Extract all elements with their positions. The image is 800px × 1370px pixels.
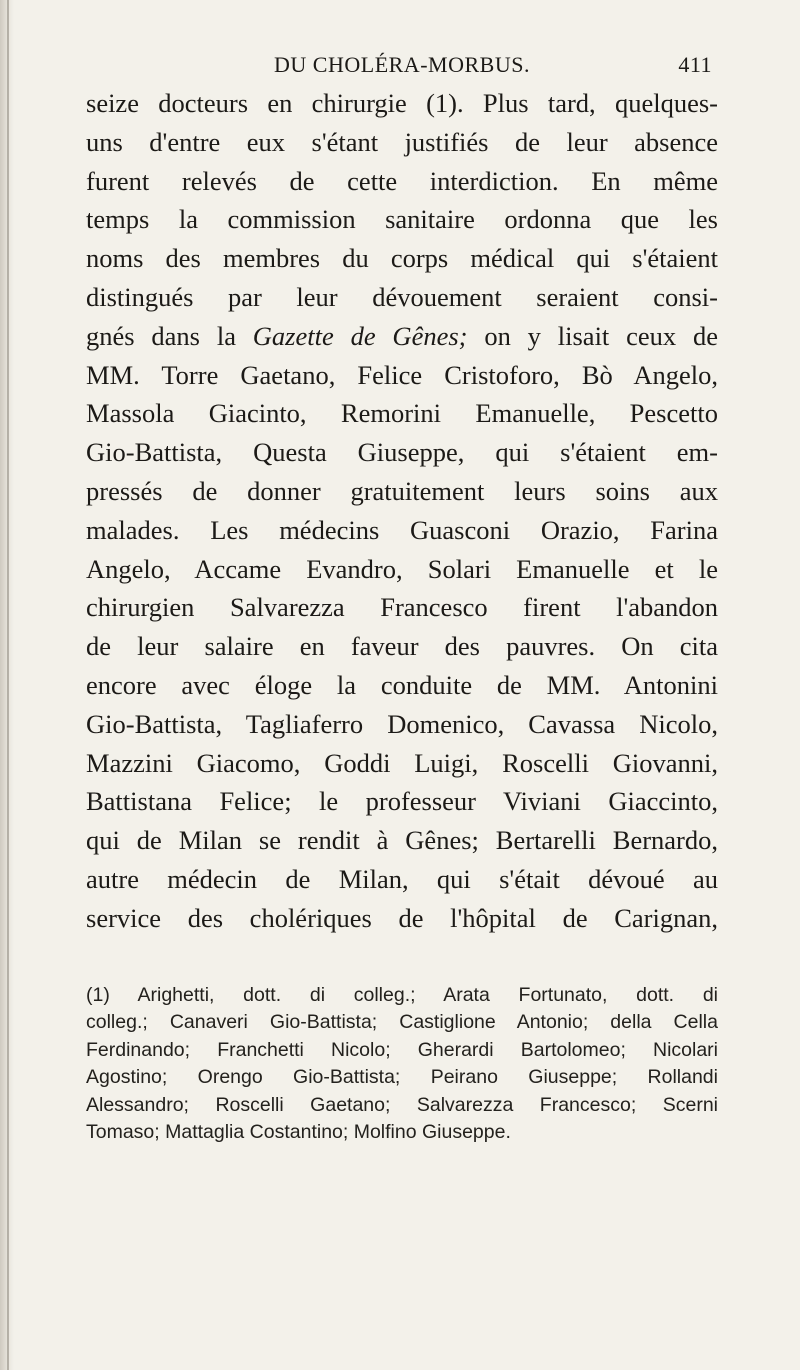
footnote: [86, 982, 718, 1147]
footnote-line: Alessandro; Roscelli Gaetano; Salvarezza Francesco; Scerni: [86, 1093, 718, 1116]
body-paragraph: [86, 84, 718, 938]
body-line: pressés de donner gratuitement leurs soins aux: [86, 475, 718, 506]
footnote-line: colleg.; Canaveri Gio-Battista; Castiglione Antonio; della Cella: [86, 1011, 718, 1034]
body-line: Massola Giacinto, Remorini Emanuelle, Pescetto: [86, 398, 718, 429]
running-head: [86, 50, 718, 84]
body-line-end: on y lisait ceux de: [484, 320, 719, 351]
footnote-line: Ferdinando; Franchetti Nicolo; Gherardi Bartolomeo; Nicolari: [86, 1038, 718, 1061]
body-line: de leur salaire en faveur des pauvres. On cita: [86, 631, 718, 662]
body-line: furent relevés de cette interdiction. En même: [86, 165, 718, 196]
body-line: encore avec éloge la conduite de MM. Antonini: [86, 669, 718, 700]
body-line-with-italic: [86, 317, 718, 356]
body-line: temps la commission sanitaire ordonna que les: [86, 204, 718, 235]
body-line: Mazzini Giacomo, Goddi Luigi, Roscelli Giovanni,: [86, 747, 718, 778]
body-line: seize docteurs en chirurgie (1). Plus tard, quelques-: [86, 88, 718, 118]
footnote-line: (1) Arighetti, dott. di colleg.; Arata Fortunato, dott. di: [86, 983, 718, 1006]
body-line: service des cholériques de l'hôpital de Carignan,: [86, 902, 718, 933]
body-line: qui de Milan se rendit à Gênes; Bertarelli Bernardo,: [86, 825, 718, 856]
body-line-start: gnés dans la: [86, 320, 236, 351]
body-line: autre médecin de Milan, qui s'était dévoué au: [86, 863, 718, 894]
body-line: uns d'entre eux s'étant justifiés de leur absence: [86, 126, 718, 157]
body-line: MM. Torre Gaetano, Felice Cristoforo, Bò Angelo,: [86, 359, 718, 390]
body-line: Gio-Battista, Questa Giuseppe, qui s'étaient em-: [86, 437, 718, 468]
running-title: DU CHOLÉRA-MORBUS.: [274, 52, 530, 77]
body-line: noms des membres du corps médical qui s'étaient: [86, 243, 718, 274]
body-line: chirurgien Salvarezza Francesco firent l'abandon: [86, 592, 718, 623]
page-number: 411: [678, 52, 712, 77]
footnote-line: Tomaso; Mattaglia Costantino; Molfino Giuseppe.: [86, 1121, 511, 1144]
body-line: Angelo, Accame Evandro, Solari Emanuelle et le: [86, 553, 718, 584]
body-line: malades. Les médecins Guasconi Orazio, Farina: [86, 514, 718, 545]
body-line: Gio-Battista, Tagliaferro Domenico, Cavassa Nicolo,: [86, 708, 718, 739]
gazette-title: Gazette de Gênes;: [252, 320, 468, 351]
footnote-line: Agostino; Orengo Gio-Battista; Peirano Giuseppe; Rollandi: [86, 1066, 718, 1089]
page-binding-edge: [7, 0, 9, 1370]
body-line: Battistana Felice; le professeur Viviani Giaccinto,: [86, 786, 718, 817]
body-line: distingués par leur dévouement seraient consi-: [86, 281, 718, 312]
book-page: [86, 50, 718, 1147]
